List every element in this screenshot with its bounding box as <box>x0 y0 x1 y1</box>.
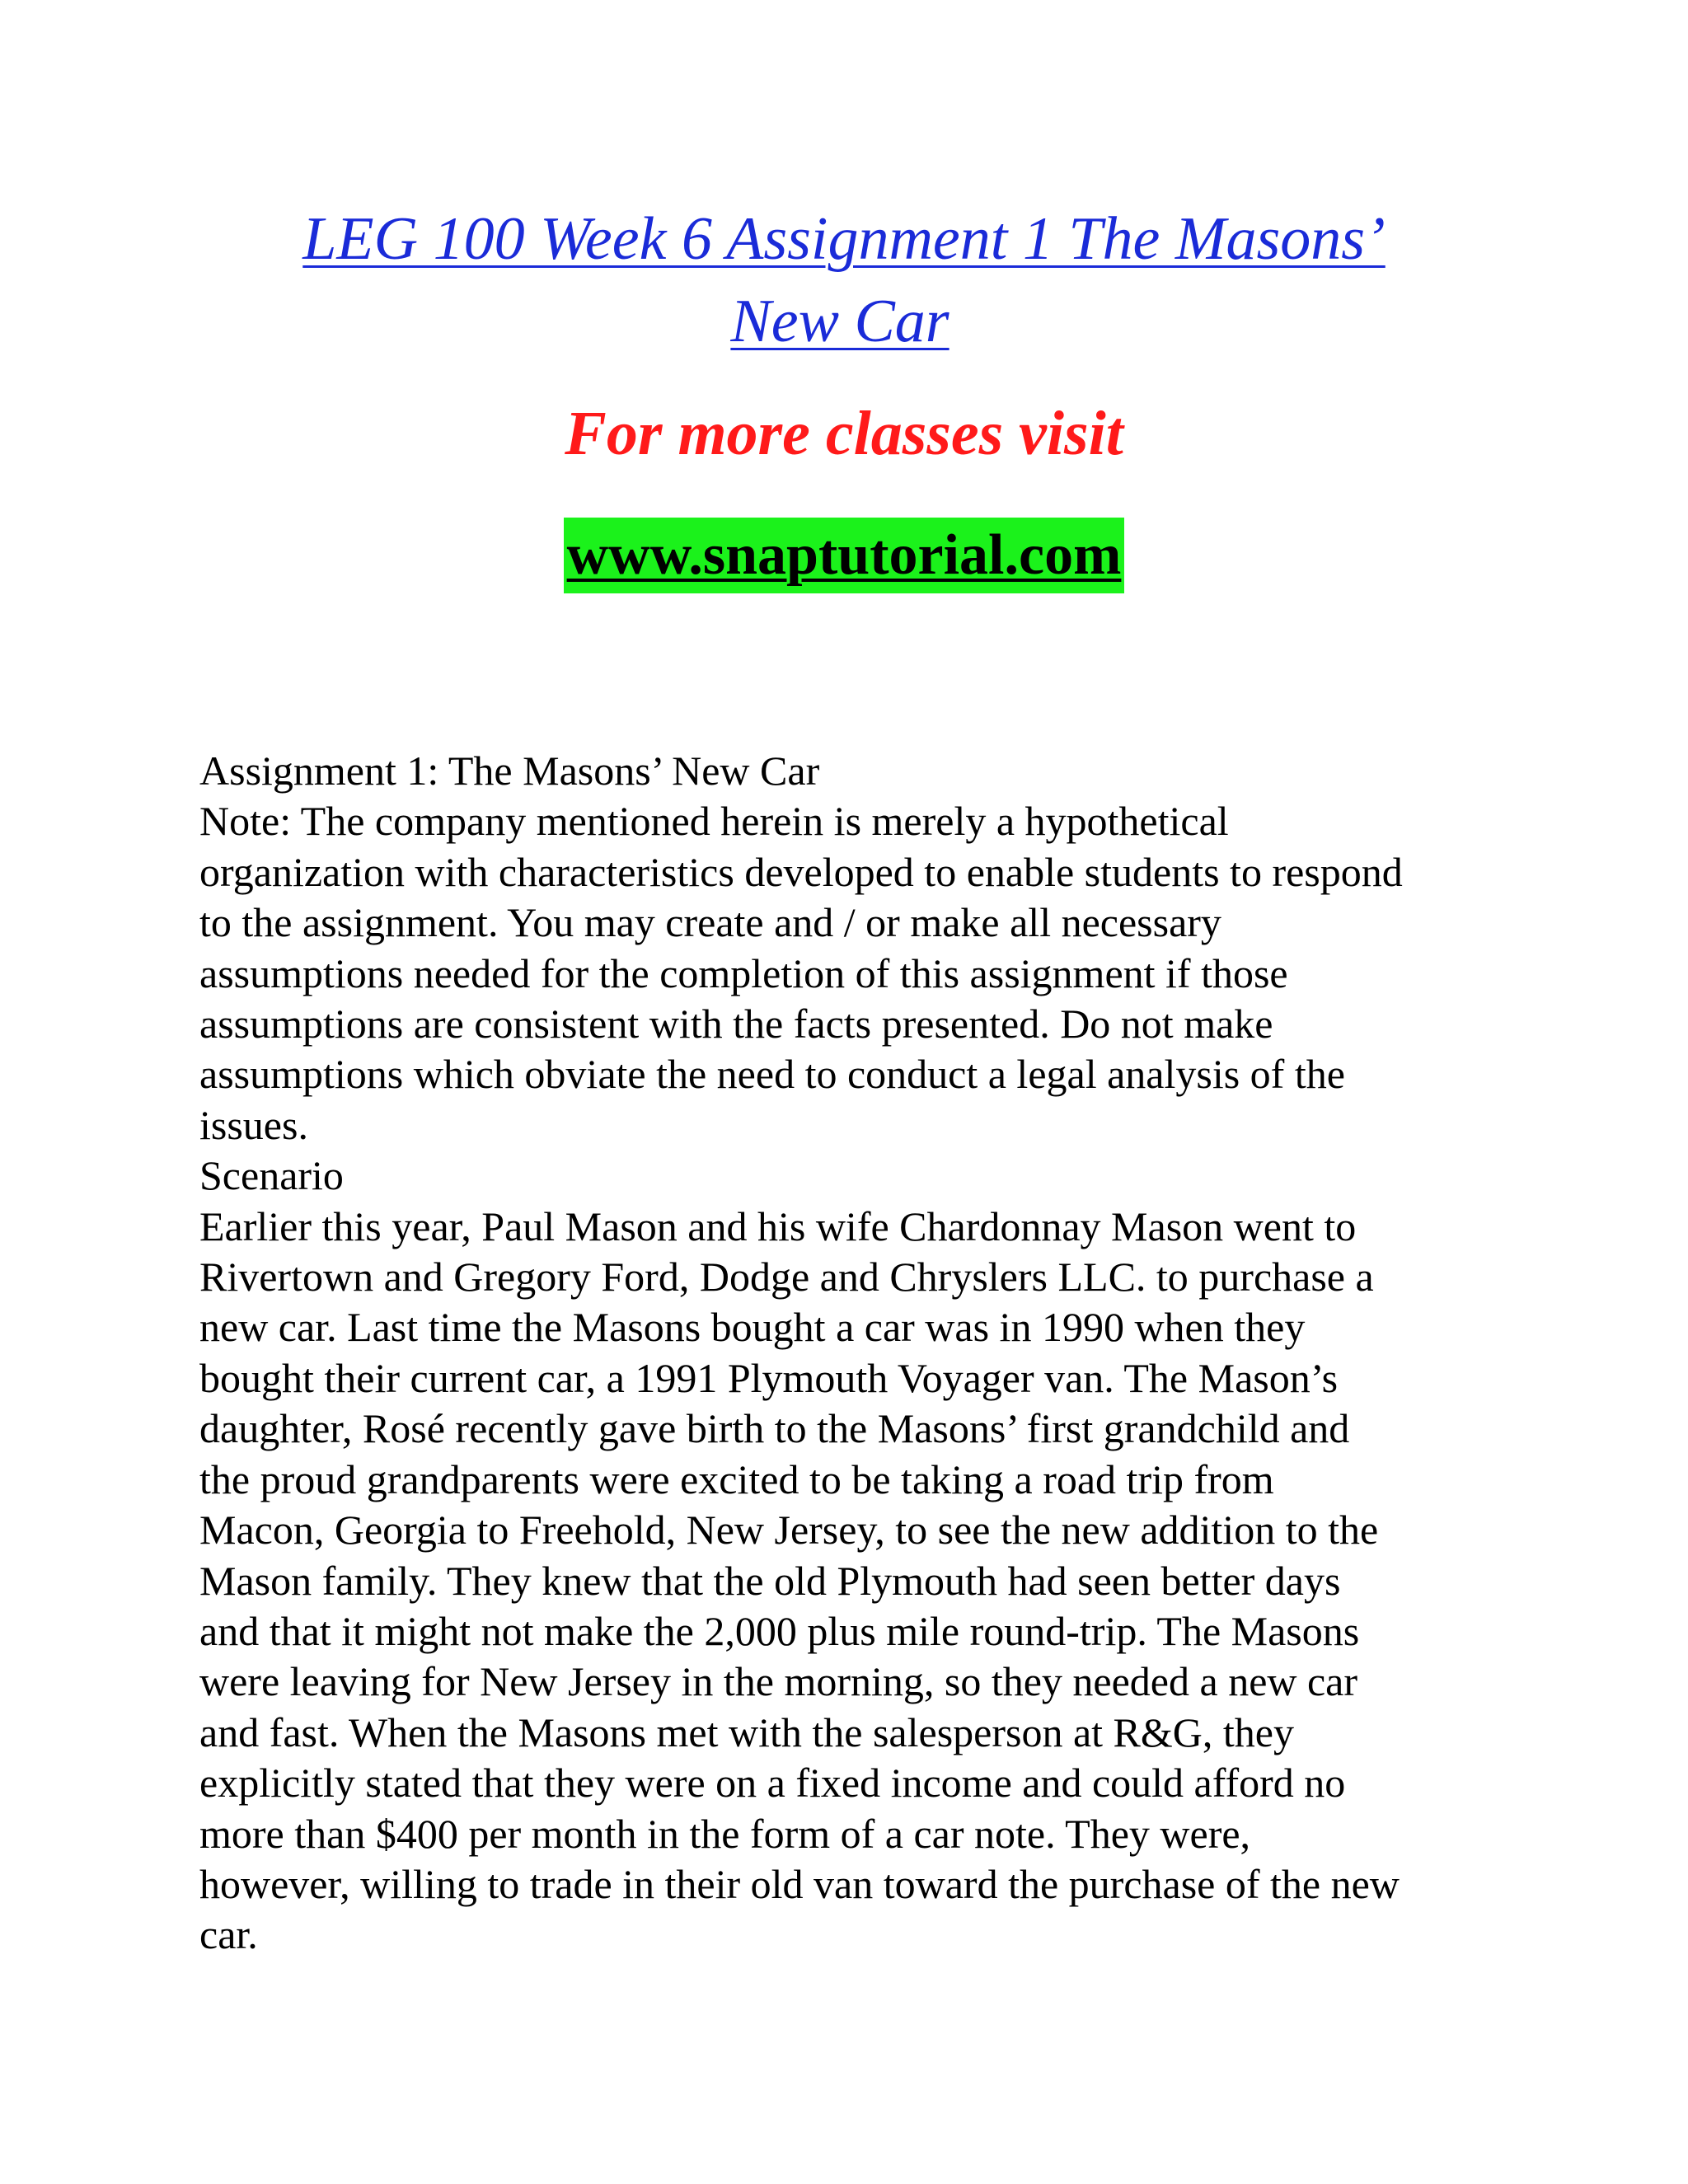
title-link-line-1[interactable]: LEG 100 Week 6 Assignment 1 The Masons’ <box>302 205 1386 273</box>
body-line: Macon, Georgia to Freehold, New Jersey, to see the new addition to the <box>199 1507 1379 1554</box>
body-line: assumptions which obviate the need to conduct a legal analysis of the <box>199 1051 1345 1098</box>
site-link[interactable]: www.snaptutorial.com <box>564 518 1125 593</box>
body-line: Assignment 1: The Masons’ New Car <box>199 748 820 794</box>
assignment-body <box>199 746 1518 1961</box>
body-line: Scenario <box>199 1152 344 1199</box>
body-line: assumptions are consistent with the facts presented. Do not make <box>199 1001 1273 1047</box>
promo-text: For more classes visit <box>565 399 1123 468</box>
body-line: Earlier this year, Paul Mason and his wife Chardonnay Mason went to <box>199 1202 1357 1249</box>
body-line: Rivertown and Gregory Ford, Dodge and Chryslers LLC. to purchase a <box>199 1254 1374 1301</box>
body-line: Note: The company mentioned herein is merely a hypothetical <box>199 798 1229 845</box>
site-link-container <box>0 518 1688 593</box>
body-line: car. <box>199 1911 258 1958</box>
body-line: however, willing to trade in their old van toward the purchase of the new <box>199 1860 1400 1907</box>
body-line: assumptions needed for the completion of this assignment if those <box>199 949 1288 996</box>
body-line: bought their current car, a 1991 Plymouth Voyager van. The Mason’s <box>199 1354 1339 1401</box>
body-line: explicitly stated that they were on a fixed income and could afford no <box>199 1760 1346 1807</box>
body-line: the proud grandparents were excited to be taking a road trip from <box>199 1455 1274 1502</box>
body-line: more than $400 per month in the form of a car note. They were, <box>199 1810 1251 1857</box>
body-line: issues. <box>199 1101 308 1148</box>
body-line: and that it might not make the 2,000 plus mile round-trip. The Masons <box>199 1607 1360 1654</box>
body-line: daughter, Rosé recently gave birth to the Masons’ first grandchild and <box>199 1405 1350 1452</box>
body-line: new car. Last time the Masons bought a car was in 1990 when they <box>199 1304 1306 1351</box>
body-line: and fast. When the Masons met with the salesperson at R&G, they <box>199 1708 1294 1755</box>
body-line: Mason family. They knew that the old Plymouth had seen better days <box>199 1557 1341 1604</box>
body-line: were leaving for New Jersey in the morning, so they needed a new car <box>199 1658 1358 1705</box>
body-line: organization with characteristics developed to enable students to respond <box>199 848 1403 895</box>
body-line: to the assignment. You may create and / or make all necessary <box>199 899 1221 946</box>
title-link-line-2[interactable]: New Car <box>730 288 950 355</box>
